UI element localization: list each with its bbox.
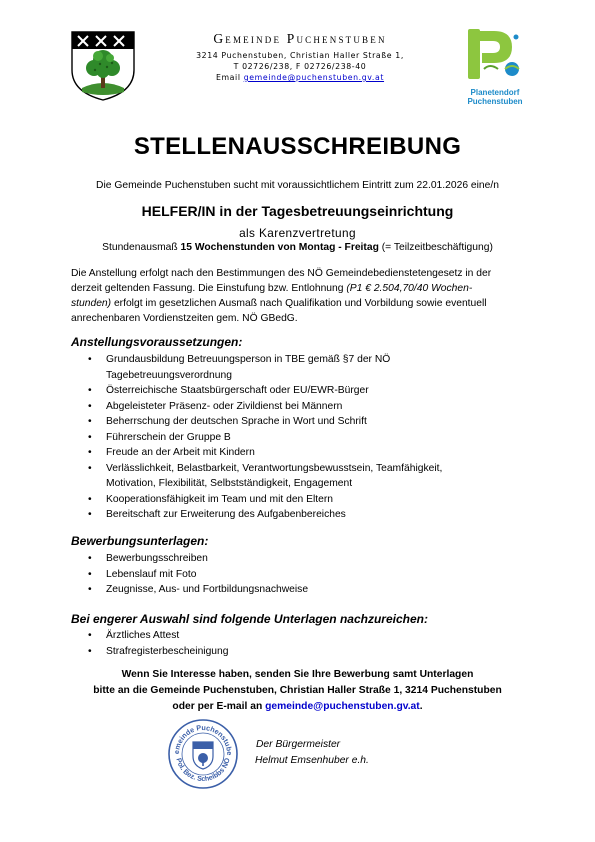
- list-item: • Führerschein der Gruppe B: [71, 430, 491, 446]
- list-item: • Beherrschung der deutschen Sprache in Wort und Schrift: [71, 414, 491, 430]
- list-item: • Freude an der Arbeit mit Kindern: [71, 445, 491, 461]
- intro-text: Die Gemeinde Puchenstuben sucht mit voraussichtlichem Eintritt zum 22.01.2026 eine/n: [96, 180, 499, 191]
- closing-line-3-prefix: oder per E-mail an: [172, 701, 266, 712]
- logo-text-line2: Puchenstuben: [467, 97, 523, 106]
- list-item: • Grundausbildung Betreuungsperson in TBE gemäß §7 der NÖ Tagebetreuungsverordnung: [71, 352, 436, 383]
- official-stamp: [167, 718, 239, 790]
- hours-prefix: Stundenausmaß: [102, 242, 181, 253]
- employment-paragraph: [71, 266, 536, 326]
- requirements-heading: Anstellungsvoraussetzungen:: [71, 335, 243, 349]
- closing-email-link[interactable]: gemeinde@puchenstuben.gv.at: [265, 701, 420, 712]
- list-item: • Bereitschaft zur Erweiterung des Aufgabenbereiches: [71, 507, 491, 523]
- signature-block: [255, 737, 369, 769]
- list-item: • Verlässlichkeit, Belastbarkeit, Verantwortungsbewusstsein, Teamfähigkeit, Motivation, Flexibilität, Selbstständigkeit, Engagement: [71, 461, 486, 492]
- email-label: Email: [215, 73, 241, 82]
- signature-name: Helmut Emsenhuber e.h.: [255, 755, 369, 766]
- closing-line-3: [0, 699, 595, 715]
- employment-line-1: Die Anstellung erfolgt nach den Bestimmungen des NÖ Gemeindebedienstetengesetz in der: [71, 268, 492, 279]
- requirements-list: [71, 352, 491, 523]
- documents-list: [71, 551, 491, 598]
- closing-paragraph: [0, 667, 595, 715]
- logo-text-line1: Planetendorf: [470, 88, 520, 97]
- municipality-address: 3214 Puchenstuben, Christian Haller Straße 1,: [196, 51, 404, 60]
- list-item: • Zeugnisse, Aus- und Fortbildungsnachweise: [71, 582, 491, 598]
- hours-bold: 15 Wochenstunden von Montag - Freitag: [180, 242, 379, 253]
- stamp-crest-icon: [193, 742, 213, 769]
- additional-list: [71, 628, 491, 659]
- employment-line-3: [71, 296, 536, 311]
- additional-heading: Bei engerer Auswahl sind folgende Unterlagen nachzureichen:: [71, 612, 428, 626]
- stamp-top-text: emeinde Puchenstube: [171, 722, 235, 756]
- planetendorf-logo: [464, 27, 526, 107]
- employment-line-2-start: derzeit geltenden Fassung. Die Einstufung bzw. Entlohnung: [71, 283, 347, 294]
- working-hours: [0, 242, 595, 253]
- coat-of-arms: [70, 30, 136, 102]
- documents-heading: Bewerbungsunterlagen:: [71, 534, 209, 548]
- closing-line-1: Wenn Sie Interesse haben, senden Sie Ihre Bewerbung samt Unterlagen: [121, 669, 474, 680]
- municipality-email-line: [150, 73, 450, 82]
- employment-line-3-rest: erfolgt im gesetzlichen Ausmaß nach Qualifikation und Vorbildung sowie eventuell: [111, 298, 487, 309]
- closing-line-2: bitte an die Gemeinde Puchenstuben, Christian Haller Straße 1, 3214 Puchenstuben: [93, 685, 502, 696]
- closing-line-3-suffix: .: [419, 701, 423, 712]
- header-email-link[interactable]: gemeinde@puchenstuben.gv.at: [243, 73, 385, 82]
- position-title: HELFER/IN in der Tagesbetreuungseinrichtung: [141, 203, 454, 219]
- list-item: • Ärztliches Attest: [71, 628, 491, 644]
- salary-text-cont: stunden): [71, 298, 112, 309]
- signature-role: Der Bürgermeister: [256, 739, 341, 750]
- svg-text:Gemeinde Puchenstuben: [167, 718, 234, 755]
- municipality-phone-fax: T 02726/238, F 02726/238-40: [233, 62, 367, 71]
- stamp-bottom-text: Pol. Bez. Scheibbs NÖ: [174, 757, 232, 784]
- employment-line-2: [71, 281, 536, 296]
- hours-suffix: (= Teilzeitbeschäftigung): [378, 242, 493, 253]
- page-title: STELLENAUSSCHREIBUNG: [133, 133, 462, 160]
- salary-text: (P1 € 2.504,70/40 Wochen-: [346, 283, 473, 294]
- list-item: • Kooperationsfähigkeit im Team und mit den Eltern: [71, 492, 491, 508]
- list-item: • Abgeleisteter Präsenz- oder Zivildienst bei Männern: [71, 399, 491, 415]
- planetendorf-p-icon: [464, 27, 526, 83]
- list-item: • Strafregisterbescheinigung: [71, 644, 491, 660]
- position-subtitle: als Karenzvertretung: [239, 226, 356, 240]
- list-item: • Österreichische Staatsbürgerschaft oder EU/EWR-Bürger: [71, 383, 491, 399]
- list-item: • Lebenslauf mit Foto: [71, 567, 491, 583]
- employment-line-4: anrechenbaren Vordienstzeiten gem. NÖ GBedG.: [71, 313, 298, 324]
- list-item: • Bewerbungsschreiben: [71, 551, 491, 567]
- municipality-name: Gemeinde Puchenstuben: [213, 31, 387, 46]
